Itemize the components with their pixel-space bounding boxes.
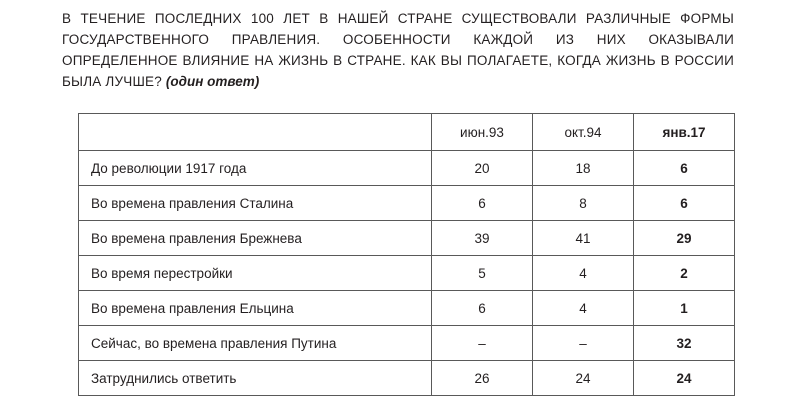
cell-jun93: 6 [432, 186, 533, 221]
column-header-answer [79, 114, 432, 151]
cell-jun93: 6 [432, 291, 533, 326]
results-table-wrapper [78, 113, 718, 396]
column-header-jun93: июн.93 [432, 114, 533, 151]
table-header [79, 114, 735, 151]
cell-jan17: 24 [634, 361, 735, 396]
row-label: Во времена правления Брежнева [79, 221, 432, 256]
cell-jun93: 26 [432, 361, 533, 396]
cell-jun93: 20 [432, 151, 533, 186]
table-row [79, 361, 735, 396]
cell-oct94: 8 [533, 186, 634, 221]
cell-oct94: 18 [533, 151, 634, 186]
row-label: Во время перестройки [79, 256, 432, 291]
table-body [79, 151, 735, 396]
row-label: Во времена правления Ельцина [79, 291, 432, 326]
cell-oct94: 4 [533, 291, 634, 326]
cell-jun93: 39 [432, 221, 533, 256]
cell-jan17: 6 [634, 151, 735, 186]
column-header-jan17: янв.17 [634, 114, 735, 151]
table-row [79, 326, 735, 361]
cell-oct94: 4 [533, 256, 634, 291]
table-header-row [79, 114, 735, 151]
table-row [79, 221, 735, 256]
cell-jan17: 2 [634, 256, 735, 291]
cell-jan17: 32 [634, 326, 735, 361]
cell-jun93: – [432, 326, 533, 361]
question-note: (один ответ) [165, 74, 260, 89]
question-text [62, 8, 734, 92]
cell-jun93: 5 [432, 256, 533, 291]
cell-jan17: 1 [634, 291, 735, 326]
row-label: Сейчас, во времена правления Путина [79, 326, 432, 361]
table-row [79, 256, 735, 291]
cell-oct94: 24 [533, 361, 634, 396]
table-row [79, 151, 735, 186]
table-row [79, 186, 735, 221]
row-label: До революции 1917 года [79, 151, 432, 186]
table-row [79, 291, 735, 326]
cell-jan17: 6 [634, 186, 735, 221]
cell-jan17: 29 [634, 221, 735, 256]
column-header-oct94: окт.94 [533, 114, 634, 151]
row-label: Во времена правления Сталина [79, 186, 432, 221]
question-body: В ТЕЧЕНИЕ ПОСЛЕДНИХ 100 ЛЕТ В НАШЕЙ СТРАНЕ СУЩЕСТВОВАЛИ РАЗЛИЧНЫЕ ФОРМЫ ГОСУДАРСТВЕННОГО ПРАВЛЕНИЯ. ОСОБЕННОСТИ КАЖДОЙ ИЗ НИХ ОКАЗЫВАЛИ ОПРЕДЕЛЕННОЕ ВЛИЯНИЕ НА ЖИЗНЬ В СТРАНЕ. КАК ВЫ ПОЛАГАЕТЕ, КОГДА ЖИЗНЬ В РОССИИ БЫЛА ЛУЧШЕ? [62, 11, 734, 89]
cell-oct94: – [533, 326, 634, 361]
cell-oct94: 41 [533, 221, 634, 256]
results-table [78, 113, 735, 396]
row-label: Затруднились ответить [79, 361, 432, 396]
